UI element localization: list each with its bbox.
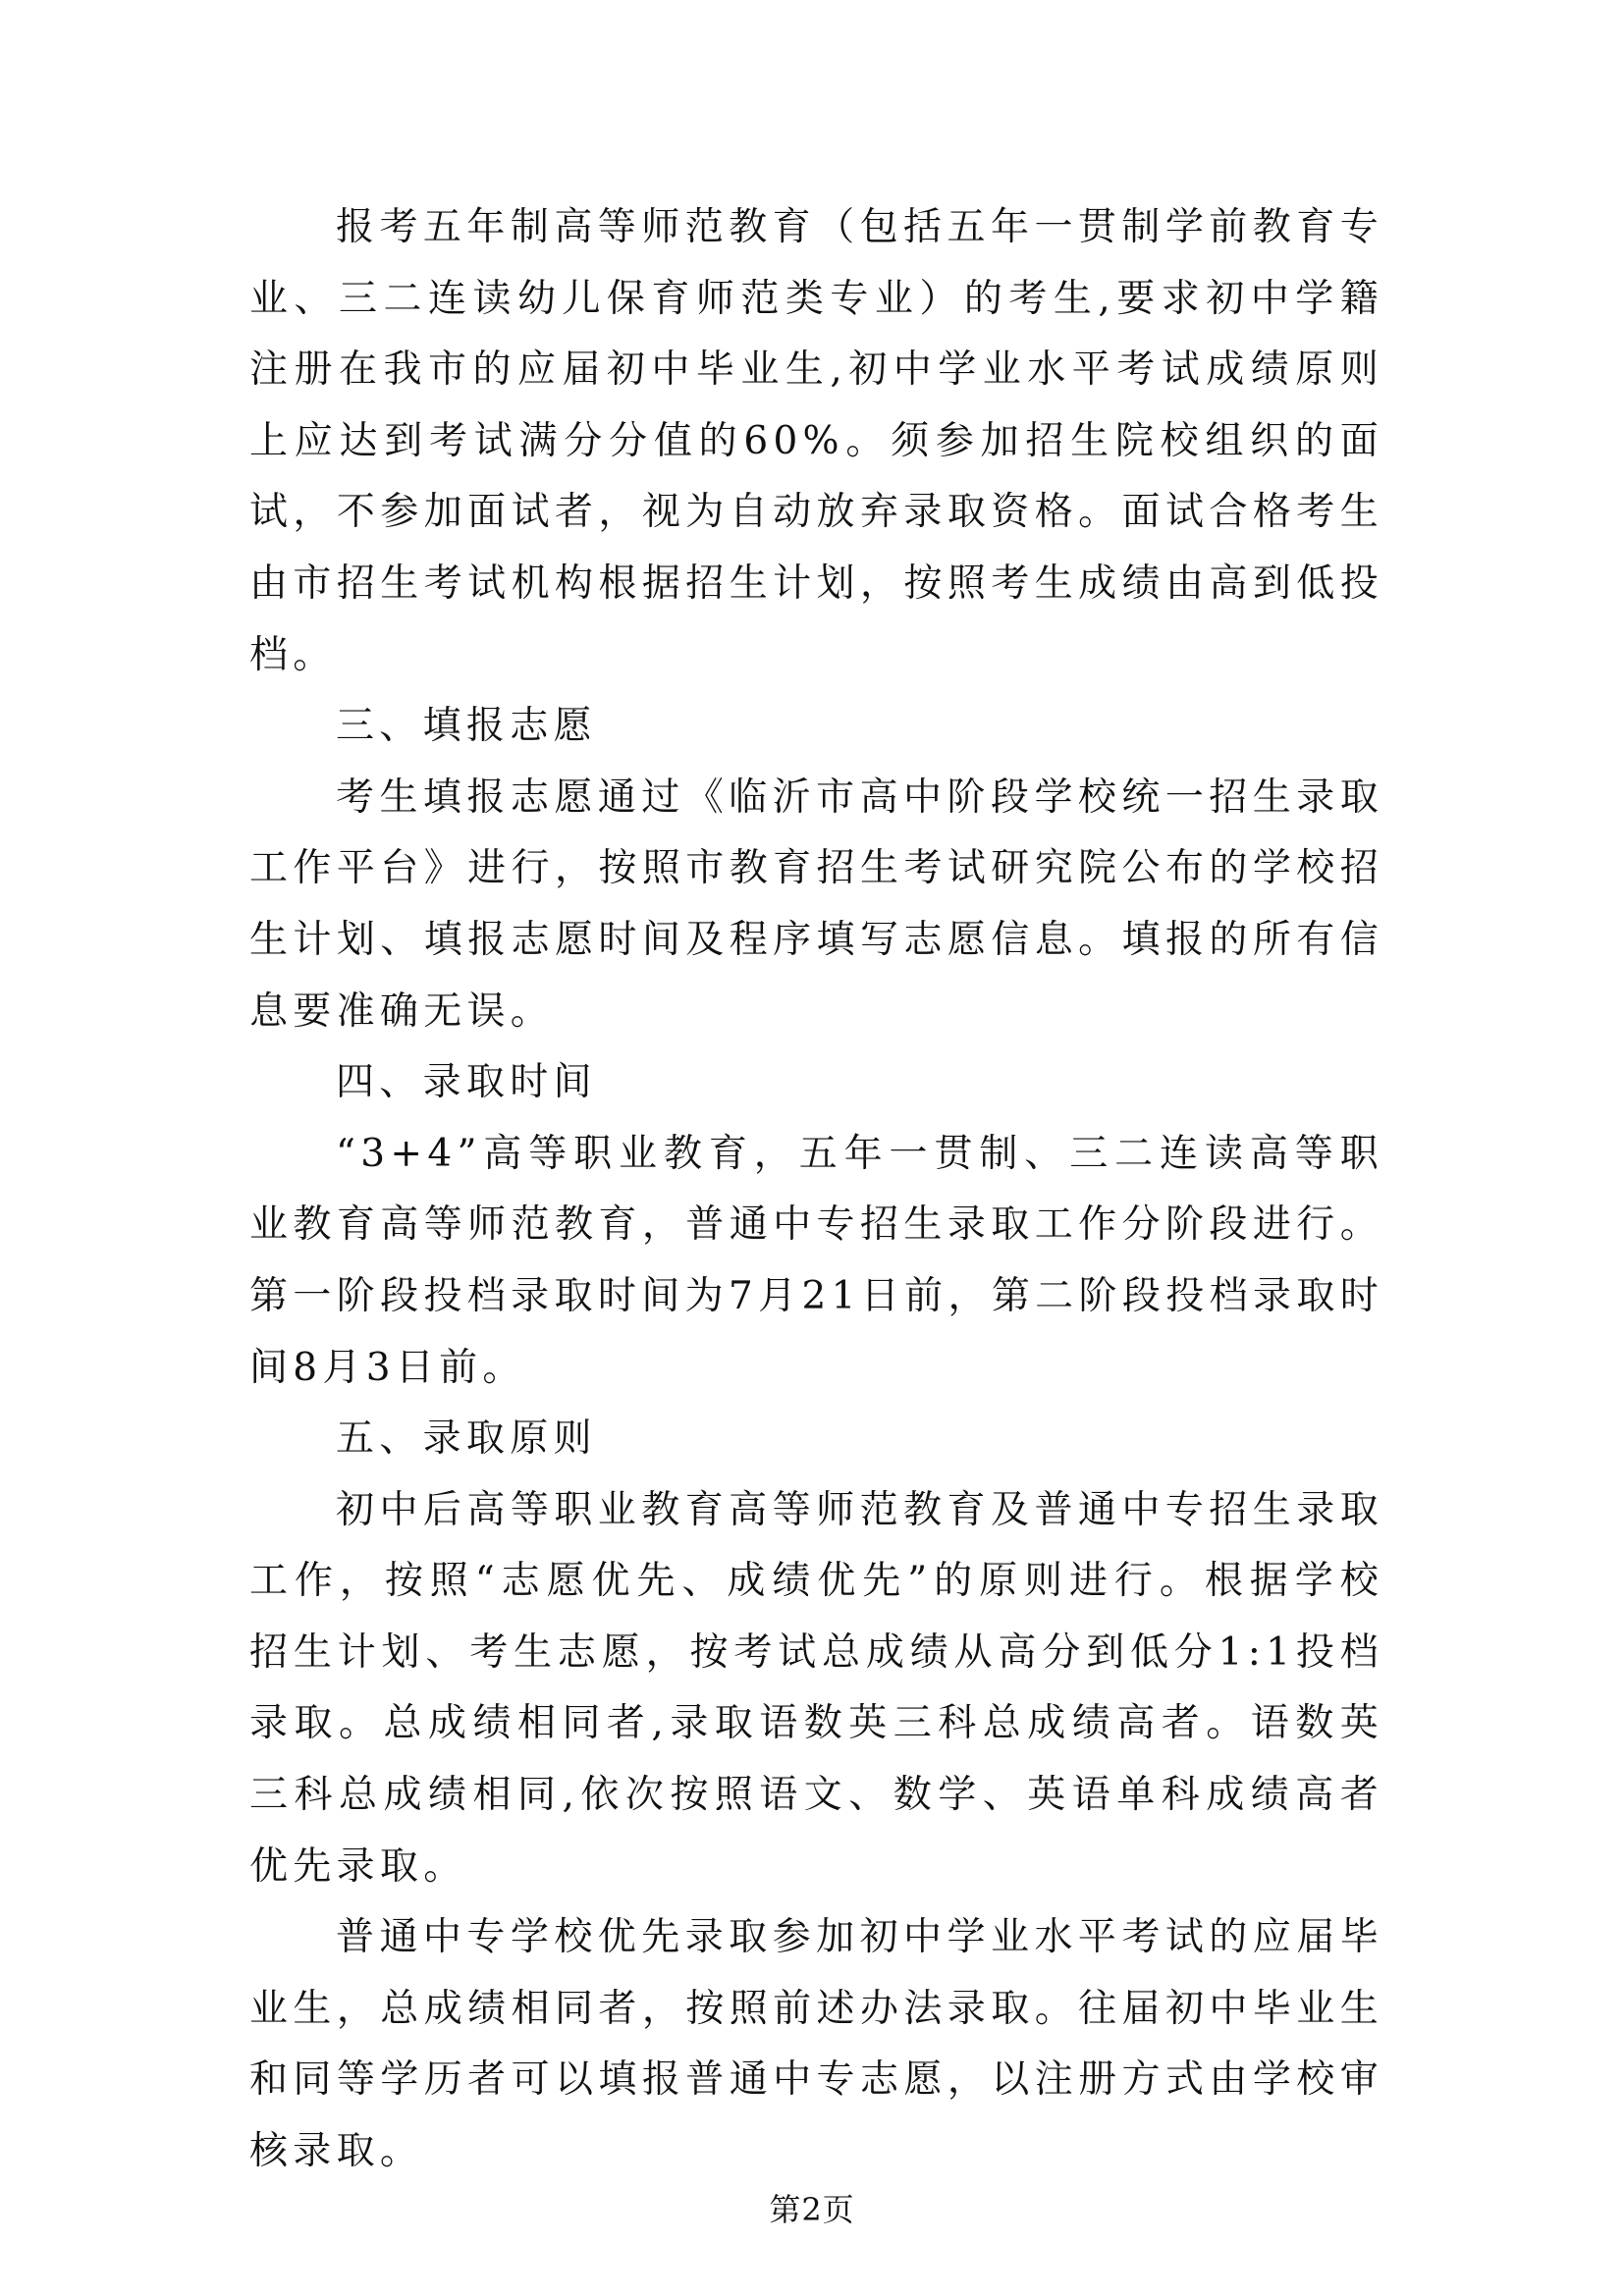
paragraph-secondary-school-admission: 普通中专学校优先录取参加初中学业水平考试的应届毕业生，总成绩相同者，按照前述办法录取。往届初中毕业生和同等学历者可以填报普通中专志愿，以注册方式由学校审核录取。 [249,1915,1383,2174]
paragraph-admission-principles: 初中后高等职业教育高等师范教育及普通中专招生录取工作，按照“志愿优先、成绩优先”的原则进行。根据学校招生计划、考生志愿，按考试总成绩从高分到低分1:1投档录取。总成绩相同者,录取语数英三科总成绩高者。语数英三科总成绩相同,依次按照语文、数学、英语单科成绩高者优先录取。 [249,1487,1383,1889]
section-heading-admission-time: 四、录取时间 [336,1060,597,1105]
section-heading-admission-principles: 五、录取原则 [336,1416,597,1462]
paragraph-application: 考生填报志愿通过《临沂市高中阶段学校统一招生录取工作平台》进行，按照市教育招生考试研究院公布的学校招生计划、填报志愿时间及程序填写志愿信息。填报的所有信息要准确无误。 [249,774,1383,1034]
section-heading-application: 三、填报志愿 [336,704,597,749]
document-body [249,192,1383,2188]
paragraph-admission-time: “3+4”高等职业教育，五年一贯制、三二连读高等职业教育高等师范教育，普通中专招生录取工作分阶段进行。第一阶段投档录取时间为7月21日前，第二阶段投档录取时间8月3日前。 [249,1131,1383,1390]
paragraph-exam-requirements: 报考五年制高等师范教育（包括五年一贯制学前教育专业、三二连读幼儿保育师范类专业）的考生,要求初中学籍注册在我市的应届初中毕业生,初中学业水平考试成绩原则上应达到考试满分分值的60%。须参加招生院校组织的面试，不参加面试者，视为自动放弃录取资格。面试合格考生由市招生考试机构根据招生计划，按照考生成绩由高到低投档。 [249,205,1383,677]
page-number: 第2页 [769,2191,855,2228]
